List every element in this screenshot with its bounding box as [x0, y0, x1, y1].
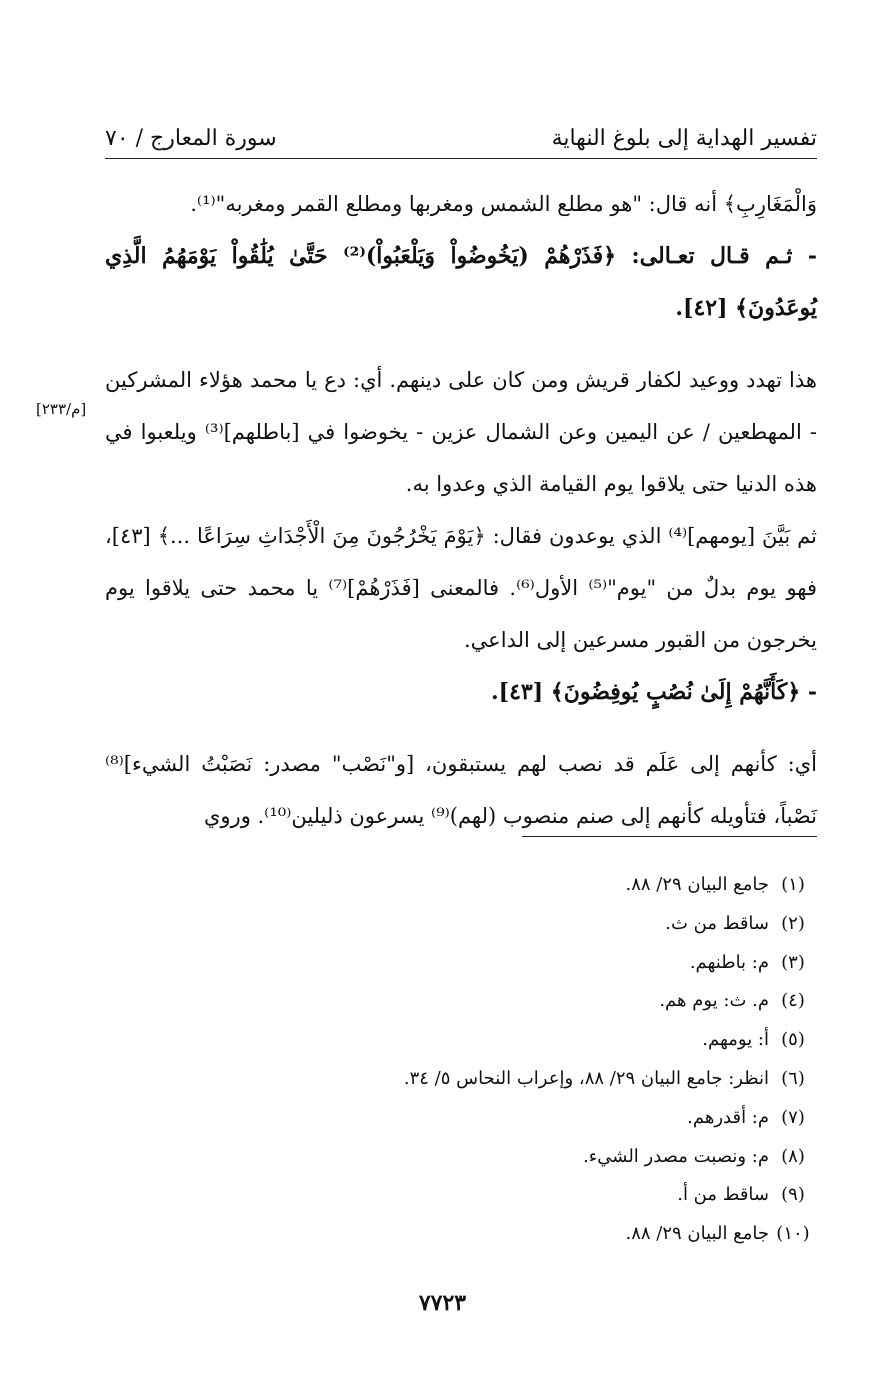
- footnote-item: (٣) م: باطنهم.: [689, 951, 805, 973]
- paragraph-3: أي: كأنهم إلى عَلَم قد نصب لهم يستبقون، [و"نَصْب" مصدر: نَصَبْتُ الشيء]⁽⁸⁾ نَصْباً، فتأويله كأنهم إلى صنم منصوب (لهم)⁽⁹⁾ يسرعون ذليلين⁽¹⁰⁾. وروي: [105, 752, 817, 828]
- footnote-item: (٢) ساقط من ث.: [665, 912, 805, 934]
- footnotes-list: [97, 866, 817, 1254]
- paragraph-1: هذا تهدد ووعيد لكفار قريش ومن كان على دينهم. أي: دع يا محمد هؤلاء المشركين - المهطعين / عن اليمين وعن الشمال عزين - يخوضوا في [باطلهم]⁽³⁾ ويلعبوا في هذه الدنيا حتى يلاقوا يوم القيامة الذي وعدوا به.: [105, 368, 817, 496]
- footnote-item: (٦) انظر: جامع البيان ٢٩/ ٨٨، وإعراب النحاس ٥/ ٣٤.: [403, 1067, 805, 1089]
- spacer: [105, 718, 817, 738]
- book-title: تفسير الهداية إلى بلوغ النهاية: [551, 125, 817, 151]
- running-header: [105, 118, 817, 159]
- footnote-item: (٨) م: ونصبت مصدر الشيء.: [583, 1145, 805, 1167]
- footnote-item: (٥) أ: يومهم.: [702, 1029, 805, 1051]
- main-text: [105, 178, 817, 842]
- footnote-separator: [522, 836, 817, 837]
- footnote-item: (٤) م. ث: يوم هم.: [659, 990, 805, 1012]
- verse-42: - ثـم قـال تعـالى: ﴿فَذَرْهُمْ (يَخُوضُواْ وَيَلْعَبُواْ)⁽²⁾ حَتَّىٰ يُلَٰقُواْ يَوْمَهُمُ الَّذِي يُوعَدُونَ﴾ [٤٢].: [105, 243, 817, 321]
- footnote-item: (٩) ساقط من أ.: [677, 1184, 805, 1206]
- text-line-1: وَالْمَغَارِبِ﴾ أنه قال: "هو مطلع الشمس ومغربها ومطلع القمر ومغربه"⁽¹⁾.: [190, 192, 817, 216]
- spacer: [105, 334, 817, 354]
- page-number: ٧٧٢٣: [418, 1290, 467, 1316]
- footnote-item: (٧) م: أقدرهم.: [687, 1106, 805, 1128]
- paragraph-2: ثم بَيَّنَ [يومهم]⁽⁴⁾ الذي يوعدون فقال: ﴿يَوْمَ يَخْرُجُونَ مِنَ الْأَجْدَاثِ سِرَاعًا ...﴾ [٤٣]، فهو يوم بدلٌ من "يوم"⁽⁵⁾ الأول⁽⁶⁾. فالمعنى [فَذَرْهُمْ]⁽⁷⁾ يا محمد حتى يلاقوا يوم يخرجون من القبور مسرعين إلى الداعي.: [105, 524, 818, 652]
- footnote-item: (١٠) جامع البيان ٢٩/ ٨٨.: [625, 1223, 810, 1245]
- footnote-item: (١) جامع البيان ٢٩/ ٨٨.: [625, 874, 805, 895]
- verse-43: - ﴿كَأَنَّهُمْ إِلَىٰ نُصُبٍ يُوفِضُونَ﴾ [٤٣].: [491, 679, 817, 705]
- manuscript-margin-note: [م/٢٣٣]: [36, 400, 87, 418]
- surah-title: سورة المعارج / ٧٠: [105, 125, 277, 151]
